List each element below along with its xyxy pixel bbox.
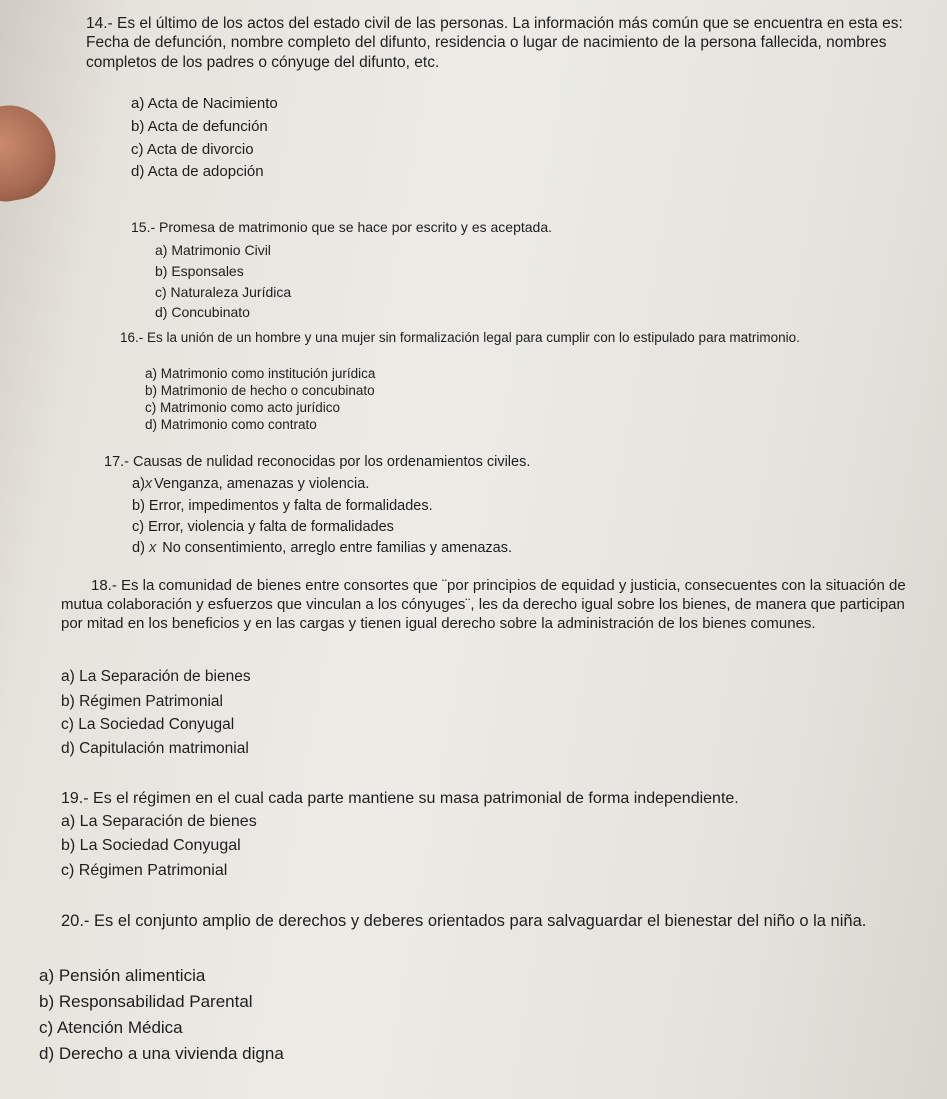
- option-d: d) Matrimonio como contrato: [145, 417, 317, 432]
- option-a: a) Matrimonio Civil: [155, 242, 271, 258]
- option-a: a) Pensión alimenticia: [39, 966, 206, 985]
- option-b: b) La Sociedad Conyugal: [61, 837, 241, 854]
- option-b: b) Esponsales: [155, 263, 244, 279]
- answer-mark: x: [144, 476, 153, 492]
- option-text: Venganza, amenazas y violencia.: [154, 476, 370, 492]
- option-d: d) Capitulación matrimonial: [61, 740, 249, 757]
- option-d: [132, 540, 512, 556]
- option-a: [132, 476, 369, 492]
- question-stem: 18.- Es la comunidad de bienes entre consortes que ¨por principios de equidad y justicia, consecuentes con la situación de mutua colaboración y esfuerzos que vinculan a los cónyuges¨, les da derecho igual sobre los bienes, de manera que participan por mitad en los beneficios y en las cargas y tienen igual derecho sobre la administración de los bienes comunes.: [61, 577, 906, 633]
- answer-mark: x: [148, 540, 157, 556]
- option-c: c) La Sociedad Conyugal: [61, 716, 235, 733]
- option-text: No consentimiento, arreglo entre familias y amenazas.: [162, 540, 512, 556]
- option-c: c) Régimen Patrimonial: [61, 862, 228, 879]
- option-a: a) Acta de Nacimiento: [131, 95, 278, 112]
- option-letter: a): [132, 476, 145, 492]
- finger-shadow: [0, 98, 63, 206]
- option-c: c) Atención Médica: [39, 1018, 183, 1037]
- option-c: c) Matrimonio como acto jurídico: [145, 400, 341, 415]
- option-b: b) Matrimonio de hecho o concubinato: [145, 383, 375, 398]
- option-a: a) La Separación de bienes: [61, 813, 257, 830]
- option-b: b) Acta de defunción: [131, 118, 268, 135]
- option-c: c) Error, violencia y falta de formalidades: [132, 519, 394, 535]
- question-stem: 19.- Es el régimen en el cual cada parte mantiene su masa patrimonial de forma independiente.: [61, 790, 739, 807]
- question-stem: 14.- Es el último de los actos del estado civil de las personas. La información más común que se encuentra en esta es: Fecha de defunción, nombre completo del difunto, residencia o lugar de nacimiento de la persona fallecida, nombres completos de los padres o cónyuge del difunto, etc.: [86, 15, 903, 71]
- question-stem: 20.- Es el conjunto amplio de derechos y deberes orientados para salvaguardar el bienestar del niño o la niña.: [61, 912, 867, 930]
- option-letter: d): [132, 540, 145, 556]
- option-c: c) Acta de divorcio: [131, 141, 254, 158]
- question-stem: 15.- Promesa de matrimonio que se hace por escrito y es aceptada.: [131, 219, 552, 235]
- option-b: b) Responsabilidad Parental: [39, 992, 253, 1011]
- option-b: b) Régimen Patrimonial: [61, 693, 223, 710]
- option-d: d) Concubinato: [155, 304, 250, 320]
- question-stem: 17.- Causas de nulidad reconocidas por los ordenamientos civiles.: [104, 454, 531, 470]
- option-d: d) Derecho a una vivienda digna: [39, 1044, 284, 1063]
- question-stem: 16.- Es la unión de un hombre y una mujer sin formalización legal para cumplir con lo estipulado para matrimonio.: [120, 330, 800, 345]
- option-a: a) Matrimonio como institución jurídica: [145, 366, 376, 381]
- option-c: c) Naturaleza Jurídica: [155, 284, 292, 300]
- option-b: b) Error, impedimentos y falta de formalidades.: [132, 498, 433, 514]
- option-a: a) La Separación de bienes: [61, 668, 251, 685]
- option-d: d) Acta de adopción: [131, 163, 264, 180]
